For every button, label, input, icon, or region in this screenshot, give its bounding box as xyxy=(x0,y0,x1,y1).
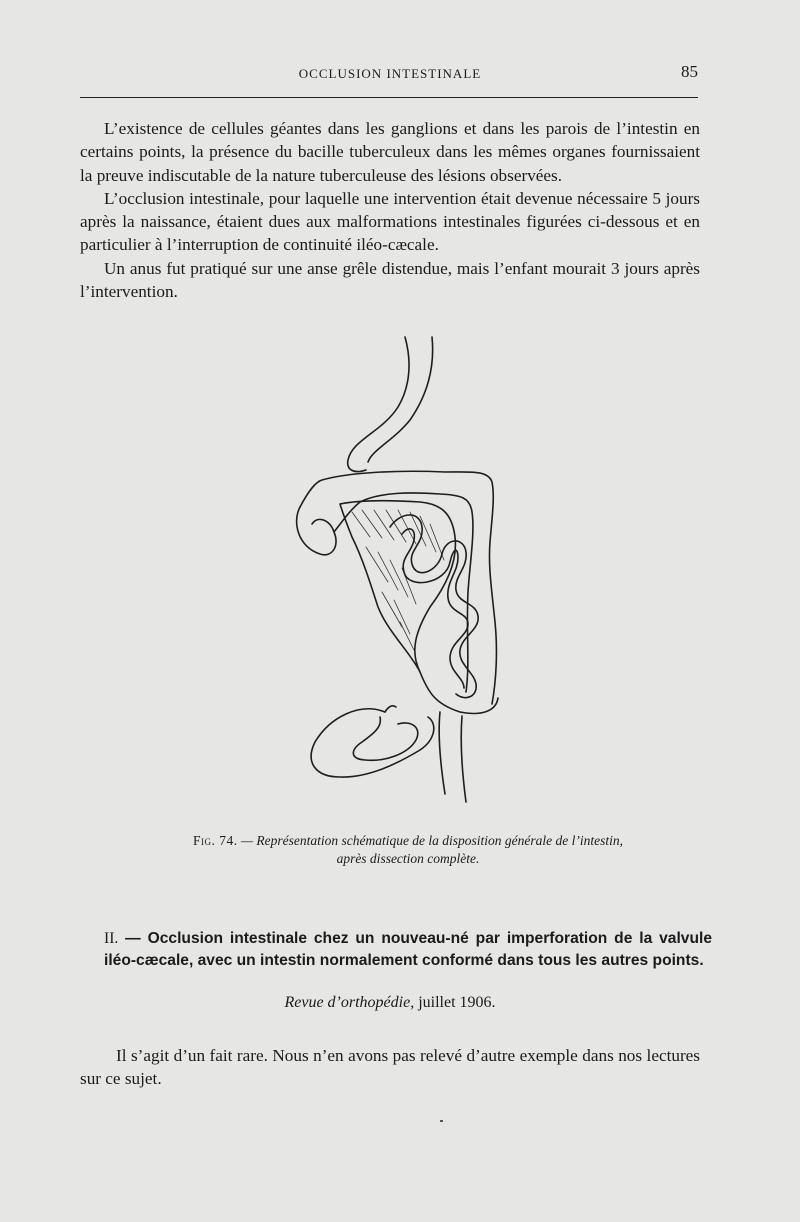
print-speck xyxy=(440,1120,443,1122)
citation-journal: Revue d’orthopédie, xyxy=(284,994,415,1011)
cecum-outline xyxy=(311,709,434,777)
section-heading xyxy=(104,928,712,971)
caption-line-1 xyxy=(128,832,688,850)
section-title: — Occlusion intestinale chez un nouveau-né par imperforation de la valvule iléo-cæcale, avec un intestin normalement conformé dans tous les autres points. xyxy=(104,930,712,969)
figure-label: Fig. 74. xyxy=(192,833,238,848)
header-rule xyxy=(80,97,698,98)
intro-text xyxy=(80,117,700,303)
citation xyxy=(80,994,700,1012)
figure-caption xyxy=(128,832,688,868)
running-title: OCCLUSION INTESTINALE xyxy=(298,66,482,81)
paragraph-2: L’occlusion intestinale, pour laquelle une intervention était devenue nécessaire 5 jours après la naissance, étaient dues aux malformations intestinales figurées ci-dessous et en particulier à l’interruption de continuité iléo-cæcale. xyxy=(80,188,700,255)
mesentery-outline xyxy=(340,501,455,672)
page-number: 85 xyxy=(681,62,698,81)
small-bowel-coils xyxy=(390,515,478,698)
colon-outline xyxy=(297,507,336,555)
running-head xyxy=(80,62,700,86)
citation-date: juillet 1906. xyxy=(418,994,496,1011)
upper-duodenum-outline xyxy=(348,337,409,472)
caption-text-1: — Représentation schématique de la disposition générale de l’intestin, xyxy=(240,833,624,848)
caption-line-2: après dissection complète. xyxy=(336,851,480,866)
closing-paragraph: Il s’agit d’un fait rare. Nous n’en avons pas relevé d’autre exemple dans nos lectures sur ce sujet. xyxy=(80,1046,700,1089)
paragraph-3: Un anus fut pratiqué sur une anse grêle distendue, mais l’enfant mourait 3 jours après l’intervention. xyxy=(80,258,700,302)
paragraph-1: L’existence de cellules géantes dans les ganglions et dans les parois de l’intestin en certains points, la présence du bacille tuberculeux dans les mêmes organes fournissaient la preuve indiscutable de la nature tuberculeuse des lésions observées. xyxy=(80,119,700,185)
closing-text xyxy=(80,1044,700,1091)
intestine-illustration xyxy=(270,332,540,810)
section-number: II. xyxy=(104,930,119,947)
